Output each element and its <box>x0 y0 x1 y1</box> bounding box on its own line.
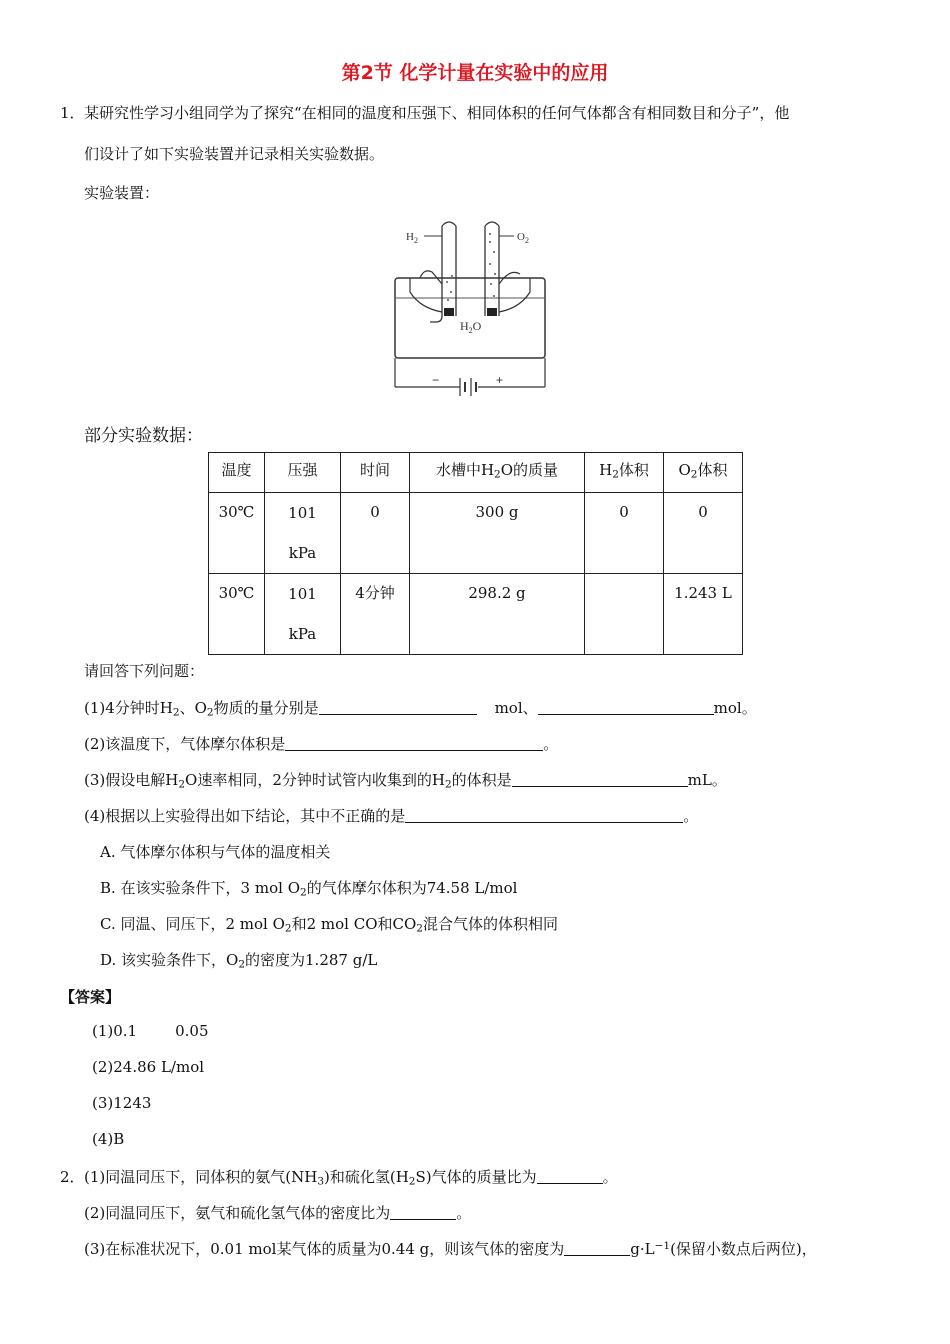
cell-h2 <box>585 574 664 655</box>
data-label: 部分实验数据： <box>84 426 203 446</box>
q2-part3: (3)在标准状况下，0.01 mol某气体的质量为0.44 g，则该气体的密度为 $g\cdot L^{-1}$(保留小数点后两位)， <box>84 1239 817 1258</box>
q1-number: 1． <box>60 104 85 122</box>
cell-h2: 0 <box>585 493 664 574</box>
header-water-mass: 水槽中$H_2O$的质量 <box>410 453 585 493</box>
q1-stem-line1: 某研究性学习小组同学为了探究“在相同的温度和压强下、相同体积的任何气体都含有相同数目和分子”，他 <box>84 104 790 122</box>
q1-part1: (1)4分钟时$H_2$、$O_2$物质的量分别是 mol、 mol。 <box>84 699 757 719</box>
svg-text:H2: $H_2$ <box>406 231 418 245</box>
answer-blank[interactable] <box>564 1241 630 1256</box>
answer-blank[interactable] <box>319 700 477 715</box>
experiment-data-table <box>208 452 743 655</box>
q1-part4: (4)根据以上实验得出如下结论，其中不正确的是 。 <box>84 807 699 825</box>
header-temp: 温度 <box>209 453 265 493</box>
cell-pressure: 101 kPa <box>265 493 341 574</box>
answer-2: (2)24.86 L/mol <box>92 1058 205 1076</box>
q2-number: 2． <box>60 1168 85 1186</box>
svg-text:H2O: $H_2O$ <box>460 319 482 335</box>
answer-3: (3)1243 <box>92 1094 152 1112</box>
cell-o2: 1.243 L <box>664 574 743 655</box>
q2-part2: (2)同温同压下，氨气和硫化氢气体的密度比为 。 <box>84 1204 472 1222</box>
cell-mass: 298.2 g <box>410 574 585 655</box>
plus-sign: + <box>496 373 504 387</box>
header-h2-volume: $H_2$体积 <box>585 453 664 493</box>
q1-part2: (2)该温度下，气体摩尔体积是 。 <box>84 735 559 753</box>
answer-blank[interactable] <box>405 808 683 823</box>
label-water: H <box>460 319 469 333</box>
answer-4: (4)B <box>92 1130 125 1148</box>
label-o2-gas: O <box>517 231 525 243</box>
option-b: B. 在该实验条件下，3 mol $O_2$的气体摩尔体积为74.58 L/mol <box>100 879 518 899</box>
prompt-text: 请回答下列问题： <box>84 662 205 680</box>
q2-part1: (1)同温同压下，同体积的氨气$(NH_3)$和硫化氢$(H_2S)$气体的质量比为 。 <box>84 1168 618 1188</box>
header-o2-volume: $O_2$体积 <box>664 453 743 493</box>
q1-part3: (3)假设电解$H_2O$速率相同，2分钟时试管内收集到的$H_2$的体积是 mL。 <box>84 771 727 791</box>
table-header-row <box>209 453 743 493</box>
answer-blank[interactable] <box>390 1205 456 1220</box>
q1-stem-line2: 们设计了如下实验装置并记录相关实验数据。 <box>84 145 385 163</box>
cell-temp: 30℃ <box>209 493 265 574</box>
answer-1: (1)0.1 0.05 <box>92 1022 209 1040</box>
answer-blank[interactable] <box>537 1169 603 1184</box>
label-h2-gas: H <box>406 231 414 243</box>
table-row <box>209 493 743 574</box>
header-time: 时间 <box>341 453 410 493</box>
option-a: A. 气体摩尔体积与气体的温度相关 <box>100 843 331 861</box>
cell-time: 0 <box>341 493 410 574</box>
answer-blank[interactable] <box>512 772 688 787</box>
answer-blank[interactable] <box>538 700 714 715</box>
answer-blank[interactable] <box>285 736 543 751</box>
cell-time: 4分钟 <box>341 574 410 655</box>
answer-header: 【答案】 <box>60 988 121 1006</box>
page-title: 第2节 化学计量在实验中的应用 <box>341 62 609 84</box>
anode-electrode <box>487 308 497 316</box>
cell-mass: 300 g <box>410 493 585 574</box>
svg-text:O2: $O_2$ <box>517 231 529 245</box>
table-row <box>209 574 743 655</box>
option-c: C. 同温、同压下，2 mol $O_2$和2 mol CO和$CO_2$混合气体的体积相同 <box>100 915 558 935</box>
minus-sign: − <box>432 373 440 387</box>
cathode-electrode <box>444 308 454 316</box>
cell-pressure: 101 kPa <box>265 574 341 655</box>
option-d: D. 该实验条件下，$O_2$的密度为1.287 g/L <box>100 951 378 971</box>
cell-temp: 30℃ <box>209 574 265 655</box>
apparatus-label: 实验装置： <box>84 184 160 202</box>
electrolysis-apparatus <box>380 212 570 404</box>
header-pressure: 压强 <box>265 453 341 493</box>
cell-o2: 0 <box>664 493 743 574</box>
